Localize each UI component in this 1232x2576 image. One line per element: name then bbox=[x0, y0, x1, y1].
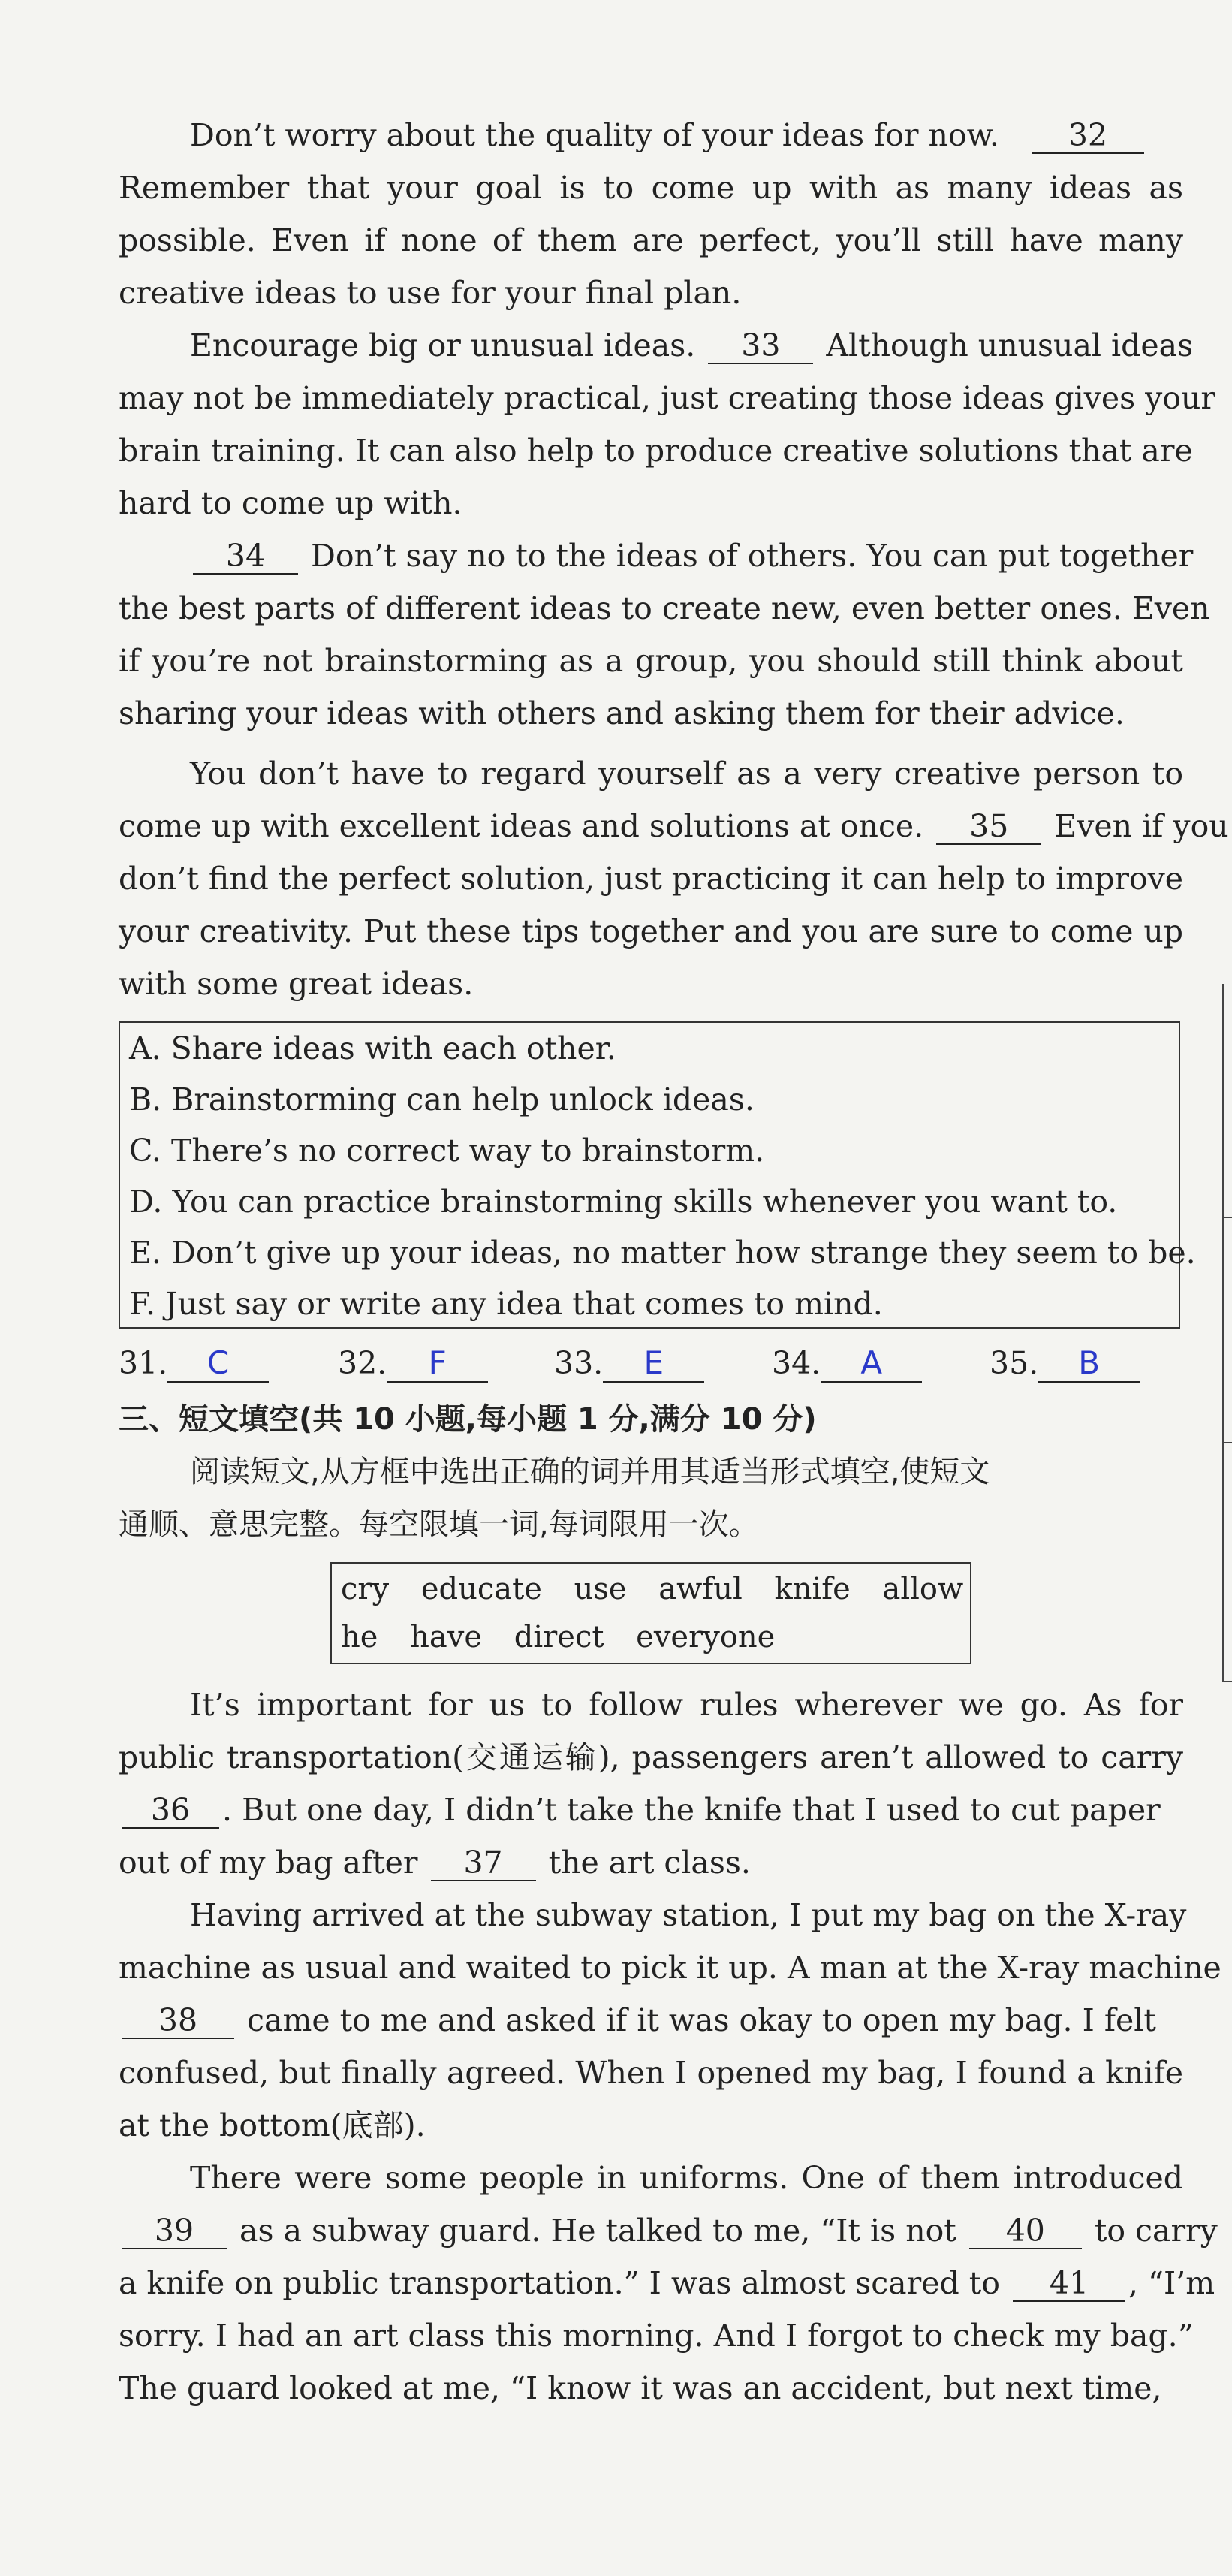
option-f: F. Just say or write any idea that comes to mind. bbox=[129, 1286, 883, 1322]
para-line: may not be immediately practical, just creating those ideas gives your bbox=[119, 380, 1216, 416]
passage-line: The guard looked at me, “I know it was an accident, but next time, bbox=[119, 2370, 1162, 2406]
instruction-line: 通顺、意思完整。每空限填一词,每词限用一次。 bbox=[119, 1507, 759, 1542]
word: educate bbox=[420, 1572, 542, 1606]
answer-31: 31. C bbox=[119, 1344, 269, 1383]
answer-31-value: C bbox=[167, 1344, 269, 1383]
para-line: with some great ideas. bbox=[119, 966, 474, 1002]
right-edge-tick bbox=[1222, 1681, 1232, 1682]
passage-line: public transportation(交通运输), passengers aren’t allowed to carry bbox=[119, 1739, 1183, 1775]
section-heading: 三、短文填空(共 10 小题,每小题 1 分,满分 10 分) bbox=[119, 1402, 817, 1437]
passage-line: out of my bag after 37 the art class. bbox=[119, 1845, 751, 1881]
word-row bbox=[341, 1615, 797, 1660]
word: knife bbox=[774, 1572, 851, 1606]
answer-32-value: F bbox=[387, 1344, 488, 1383]
para-line: brain training. It can also help to produce creative solutions that are bbox=[119, 433, 1193, 469]
word-box bbox=[330, 1562, 971, 1664]
option-e: E. Don’t give up your ideas, no matter how strange they seem to be. bbox=[129, 1235, 1196, 1271]
blank-40: 40 bbox=[969, 2213, 1082, 2249]
blank-39: 39 bbox=[122, 2213, 227, 2249]
passage-line: Having arrived at the subway station, I put my bag on the X-ray bbox=[190, 1897, 1187, 1933]
para-line: You don’t have to regard yourself as a very creative person to bbox=[190, 756, 1183, 792]
para-line: come up with excellent ideas and solutions at once. 35 Even if you bbox=[119, 808, 1229, 844]
passage-line: 36 . But one day, I didn’t take the knife that I used to cut paper bbox=[119, 1787, 1183, 1832]
passage-line: confused, but finally agreed. When I opened my bag, I found a knife bbox=[119, 2055, 1183, 2091]
passage-line: 38 came to me and asked if it was okay to open my bag. I felt bbox=[119, 1998, 1183, 2043]
options-box bbox=[119, 1021, 1196, 1329]
passage-line: a knife on public transportation.” I was almost scared to 41 , “I’m bbox=[119, 2265, 1215, 2301]
answer-34-value: A bbox=[821, 1344, 922, 1383]
passage-line: It’s important for us to follow rules wherever we go. As for bbox=[190, 1687, 1183, 1723]
word: cry bbox=[341, 1572, 390, 1606]
answer-35: 35. B bbox=[990, 1344, 1140, 1383]
passage-line: 39 as a subway guard. He talked to me, “It is not 40 to carry bbox=[119, 2208, 1183, 2253]
instruction-line: 阅读短文,从方框中选出正确的词并用其适当形式填空,使短文 bbox=[190, 1455, 990, 1489]
option-c: C. There’s no correct way to brainstorm. bbox=[129, 1133, 765, 1169]
para-line: 34 Don’t say no to the ideas of others. You can put together bbox=[190, 533, 1183, 578]
option-b: B. Brainstorming can help unlock ideas. bbox=[129, 1081, 755, 1118]
word: have bbox=[410, 1620, 483, 1654]
para-line: Don’t worry about the quality of your ideas for now. 32 bbox=[190, 113, 1183, 158]
blank-37: 37 bbox=[431, 1845, 536, 1881]
para-line: Encourage big or unusual ideas. 33 Although unusual ideas bbox=[190, 327, 1194, 363]
blank-41: 41 bbox=[1013, 2266, 1125, 2302]
passage-line: There were some people in uniforms. One of them introduced bbox=[190, 2160, 1183, 2196]
passage-line: sorry. I had an art class this morning. And I forgot to check my bag.” bbox=[119, 2318, 1194, 2354]
para-line: Remember that your goal is to come up with as many ideas as bbox=[119, 170, 1183, 206]
word: use bbox=[574, 1572, 627, 1606]
option-a: A. Share ideas with each other. bbox=[129, 1030, 616, 1066]
answer-32: 32. F bbox=[338, 1344, 488, 1383]
answer-33-value: E bbox=[603, 1344, 704, 1383]
para-line: possible. Even if none of them are perfect, you’ll still have many bbox=[119, 222, 1183, 258]
word: allow bbox=[882, 1572, 964, 1606]
answers-row bbox=[119, 1344, 1183, 1397]
option-d: D. You can practice brainstorming skills whenever you want to. bbox=[129, 1184, 1118, 1220]
para-line: creative ideas to use for your final plan. bbox=[119, 275, 742, 311]
passage-line: at the bottom(底部). bbox=[119, 2107, 426, 2143]
blank-33: 33 bbox=[708, 328, 813, 364]
para-line: your creativity. Put these tips together and you are sure to come up bbox=[119, 913, 1183, 949]
para-line: the best parts of different ideas to create new, even better ones. Even bbox=[119, 590, 1210, 626]
blank-36: 36 bbox=[122, 1793, 219, 1829]
text-column bbox=[119, 0, 1229, 2576]
answer-35-value: B bbox=[1038, 1344, 1140, 1383]
blank-38: 38 bbox=[122, 2003, 234, 2039]
word: direct bbox=[514, 1620, 604, 1654]
right-edge-bar bbox=[1222, 984, 1224, 1682]
para-line: if you’re not brainstorming as a group, you should still think about bbox=[119, 643, 1183, 679]
blank-34: 34 bbox=[193, 538, 298, 575]
answer-34: 34. A bbox=[772, 1344, 922, 1383]
blank-32: 32 bbox=[1032, 118, 1144, 154]
right-edge-tick bbox=[1222, 1442, 1232, 1443]
para-line: don’t find the perfect solution, just practicing it can help to improve bbox=[119, 861, 1184, 897]
word: he bbox=[341, 1620, 378, 1654]
word: everyone bbox=[636, 1620, 776, 1654]
answer-33: 33. E bbox=[554, 1344, 704, 1383]
para-line: hard to come up with. bbox=[119, 485, 462, 521]
word: awful bbox=[658, 1572, 743, 1606]
passage-line: machine as usual and waited to pick it up. A man at the X-ray machine bbox=[119, 1950, 1221, 1986]
blank-35: 35 bbox=[936, 809, 1041, 845]
word-row bbox=[341, 1567, 986, 1612]
para-line: sharing your ideas with others and asking them for their advice. bbox=[119, 695, 1125, 731]
right-edge-tick bbox=[1222, 1217, 1232, 1218]
